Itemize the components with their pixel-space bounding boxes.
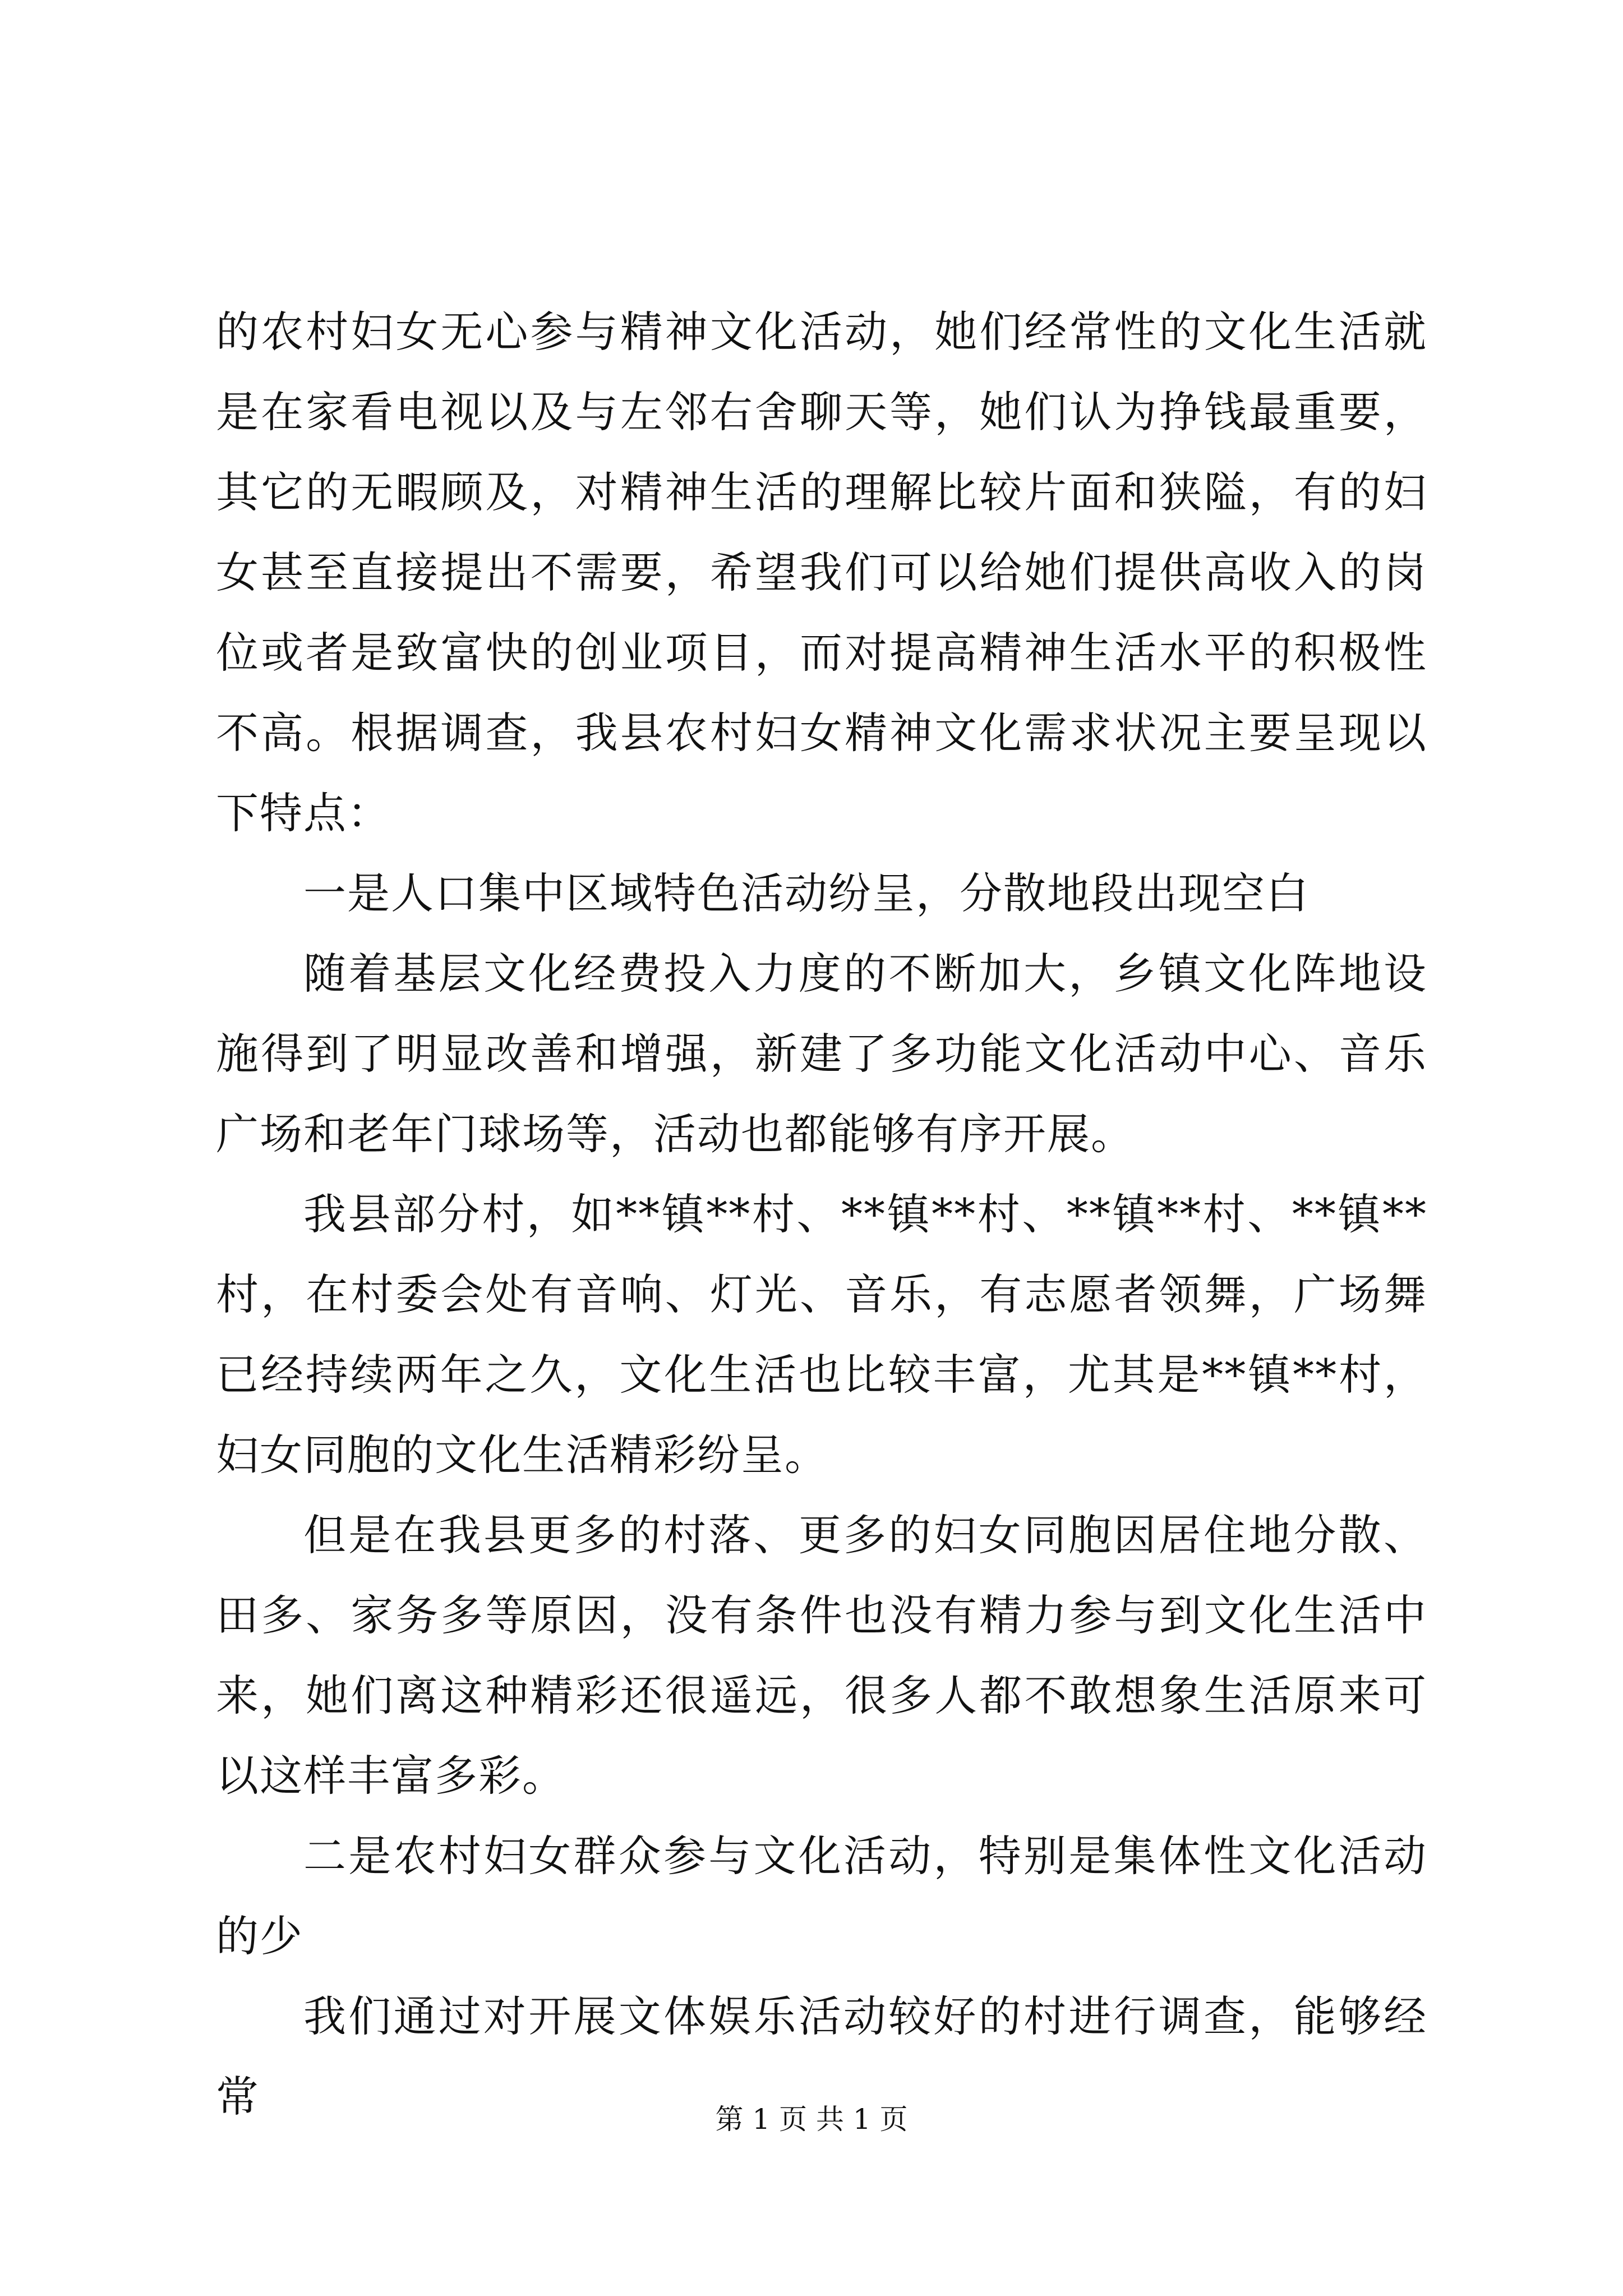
paragraph: 随着基层文化经费投入力度的不断加大，乡镇文化阵地设施得到了明显改善和增强，新建了多功能文化活动中心、音乐广场和老年门球场等，活动也都能够有序开展。 [216,949,1427,1159]
paragraph: 我县部分村，如**镇**村、**镇**村、**镇**村、**镇**村，在村委会处有音响、灯光、音乐，有志愿者领舞，广场舞已经持续两年之久，文化生活也比较丰富，尤其是**镇**村，妇女同胞的文化生活精彩纷呈。 [216,1189,1427,1480]
section-heading-two: 二是农村妇女群众参与文化活动，特别是集体性文化活动的少 [216,1831,1427,1961]
page-footer: 第 1 页 共 1 页 [715,2103,908,2136]
section-heading-one: 一是人口集中区域特色活动纷呈，分散地段出现空白 [303,868,1310,918]
document-body [216,292,1427,2137]
paragraph-continuation: 的农村妇女无心参与精神文化活动，她们经常性的文化生活就是在家看电视以及与左邻右舍聊天等，她们认为挣钱最重要，其它的无暇顾及，对精神生活的理解比较片面和狭隘，有的妇女甚至直接提出不需要，希望我们可以给她们提供高收入的岗位或者是致富快的创业项目，而对提高精神生活水平的积极性不高。根据调查，我县农村妇女精神文化需求状况主要呈现以下特点： [216,307,1427,838]
paragraph: 我们通过对开展文体娱乐活动较好的村进行调查，能够经常 [216,1991,1427,2122]
paragraph: 但是在我县更多的村落、更多的妇女同胞因居住地分散、田多、家务多等原因，没有条件也没有精力参与到文化生活中来，她们离这种精彩还很遥远，很多人都不敢想象生活原来可以这样丰富多彩。 [216,1510,1427,1801]
